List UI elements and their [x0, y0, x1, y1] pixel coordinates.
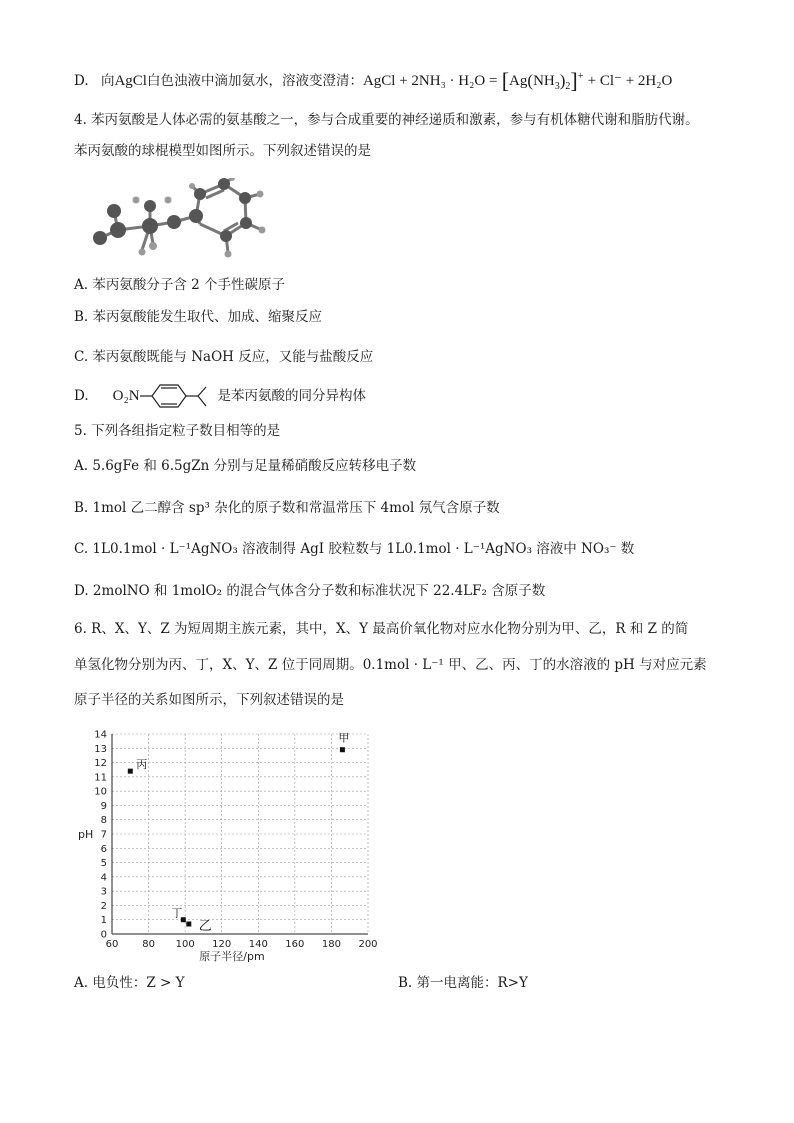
y-tick-label: 0 [100, 929, 107, 941]
carbon-atom [167, 215, 181, 229]
carbon-atom [220, 230, 232, 242]
para-substituted-benzene-structure [140, 383, 218, 409]
phenylalanine-ball-stick-model [88, 178, 278, 268]
carbon-atom [218, 178, 230, 190]
q6-stem-line3: 原子半径的关系如图所示，下列叙述错误的是 [74, 692, 344, 708]
y-tick-label: 10 [94, 786, 107, 798]
x-axis-label: 原子半径/pm [199, 950, 265, 962]
q5-stem: 5. 下列各组指定粒子数目相等的是 [74, 423, 281, 439]
carbon-atom [110, 222, 126, 238]
point-label: 乙 [198, 919, 212, 934]
hydrogen-atom [225, 251, 232, 258]
carbon-atom [142, 218, 158, 234]
y-tick-label: 14 [94, 729, 107, 741]
carbon-atom [239, 192, 251, 204]
x-tick-label: 200 [358, 939, 378, 950]
equation-rhs: + Cl⁻ + 2H₂O [587, 73, 673, 89]
q4-option-b: B. 苯丙氨酸能发生取代、加成、缩聚反应 [74, 309, 323, 325]
option-label: D. [74, 388, 89, 404]
hydrogen-atom [189, 183, 195, 189]
option-label: D. [74, 73, 89, 89]
data-point [128, 769, 133, 774]
equation-lhs: AgCl + 2NH₃ · H₂O = [362, 73, 498, 89]
hydrogen-atom [133, 197, 140, 204]
ph-vs-atomic-radius-chart [70, 722, 390, 962]
oxygen-atom [93, 231, 107, 245]
point-label: 丁 [171, 906, 183, 920]
q6-option-a: A. 电负性：Z > Y [74, 975, 185, 991]
y-tick-label: 5 [100, 858, 107, 870]
carbon-atom [194, 188, 206, 200]
y-tick-label: 8 [100, 815, 107, 827]
y-tick-label: 6 [100, 843, 107, 855]
q5-option-b: B. 1mol 乙二醇含 sp³ 杂化的原子数和常温常压下 4mol 氖气含原子数 [74, 500, 500, 516]
y-tick-label: 7 [100, 829, 107, 841]
y-axis-label: pH [78, 828, 94, 841]
q4-option-c: C. 苯丙氨酸既能与 NaOH 反应，又能与盐酸反应 [74, 349, 374, 365]
q6-stem-line2: 单氢化物分别为丙、丁，X、Y、Z 位于同周期。0.1mol · L⁻¹ 甲、乙、丙、丁的水溶液的 pH 与对应元素 [74, 657, 707, 673]
y-tick-label: 1 [100, 915, 107, 927]
q4-option-a: A. 苯丙氨酸分子含 2 个手性碳原子 [74, 277, 286, 293]
x-tick-label: 160 [285, 939, 305, 950]
y-tick-label: 11 [94, 772, 107, 784]
hydrogen-atom [257, 191, 264, 198]
y-tick-label: 4 [100, 872, 107, 884]
hydrogen-atom [149, 242, 157, 250]
x-tick-label: 60 [105, 939, 119, 950]
y-tick-label: 13 [94, 743, 107, 755]
x-tick-label: 80 [142, 939, 155, 950]
q4-stem-line2: 苯丙氨酸的球棍模型如图所示。下列叙述错误的是 [74, 143, 371, 159]
hydrogen-atom [139, 249, 146, 256]
q3-option-d: D. 向AgCl白色浊液中滴加氨水，溶液变澄清：AgCl + $2NH_3 \cdot H_2O = [Ag(NH_3)_2]^+ + Cl^- + 2H_2O$ [74, 68, 673, 93]
nitrogen-atom [144, 200, 156, 212]
q5-option-c: C. 1L0.1mol · L⁻¹AgNO₃ 溶液制得 AgI 胶粒数与 1L0.1mol · L⁻¹AgNO₃ 溶液中 NO₃⁻ 数 [74, 541, 635, 557]
point-label: 甲 [338, 731, 350, 745]
q4-option-d: D. O₂N 是苯丙氨酸的同分异构体 [74, 383, 366, 409]
x-tick-label: 140 [248, 939, 268, 950]
q5-option-d: D. 2molNO 和 1molO₂ 的混合气体含分子数和标准状况下 22.4LF₂ 含原子数 [74, 583, 546, 599]
data-point [340, 747, 345, 752]
point-label: 丙 [136, 758, 148, 772]
equation-complex: $[Ag(NH_3)_2]^+$ [501, 68, 584, 93]
carbon-atom [240, 217, 252, 229]
oxygen-atom [107, 204, 121, 218]
y-tick-label: 3 [100, 886, 107, 898]
hydrogen-atom [165, 197, 172, 204]
nitro-group: O₂N [112, 388, 140, 404]
hydrogen-atom [259, 227, 266, 234]
q6-option-b: B. 第一电离能：R>Y [398, 975, 528, 991]
y-tick-label: 9 [100, 800, 107, 812]
q6-stem-line1: 6. R、X、Y、Z 为短周期主族元素，其中，X、Y 最高价氧化物对应水化物分别为甲、乙，R 和 Z 的简 [74, 621, 689, 637]
x-tick-label: 180 [321, 939, 341, 950]
x-tick-label: 100 [175, 939, 195, 950]
q5-option-a: A. 5.6gFe 和 6.5gZn 分别与足量稀硝酸反应转移电子数 [74, 458, 417, 474]
x-tick-label: 120 [212, 939, 232, 950]
y-tick-label: 2 [100, 900, 107, 912]
q4-stem-line1: 4. 苯丙氨酸是人体必需的氨基酸之一，参与合成重要的神经递质和激素，参与有机体糖代谢和脂肪代谢。 [74, 112, 699, 128]
data-point [186, 922, 191, 927]
y-tick-label: 12 [94, 758, 107, 770]
carbon-atom [189, 209, 203, 223]
